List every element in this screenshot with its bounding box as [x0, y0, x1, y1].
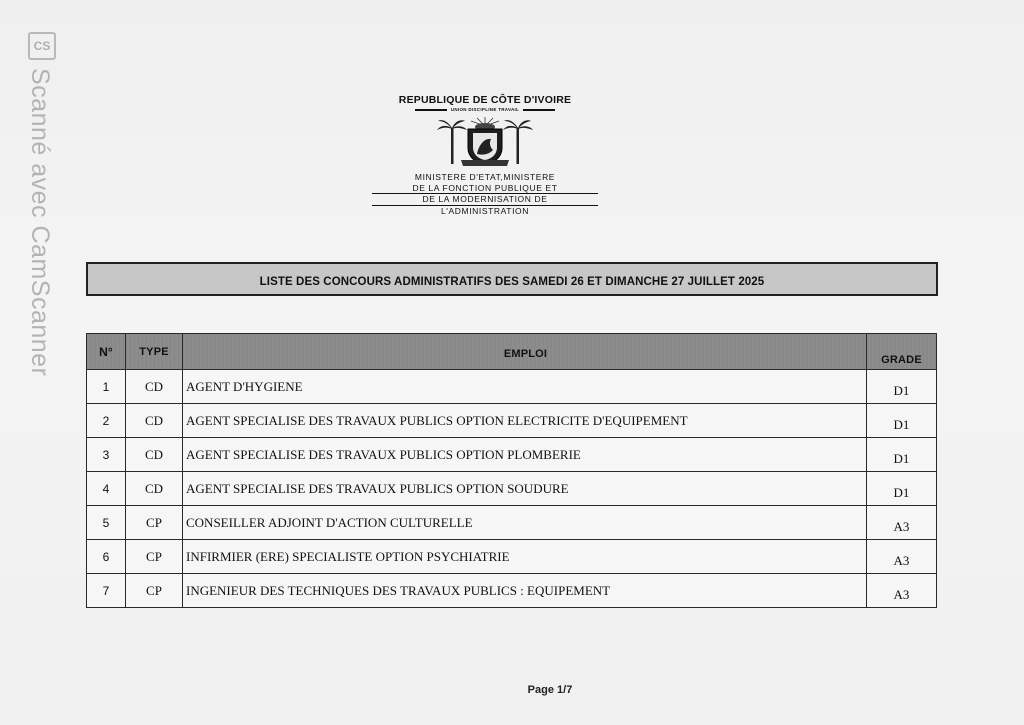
cell-type: CD [126, 438, 183, 472]
table-header-row [87, 334, 937, 370]
column-header-grade: GRADE [867, 334, 937, 370]
table-row [87, 540, 937, 574]
column-header-number: N° [87, 334, 126, 370]
document-title-bar [86, 262, 938, 296]
coat-of-arms-icon [435, 116, 535, 168]
cell-grade: A3 [867, 506, 937, 540]
cell-emploi: AGENT SPECIALISE DES TRAVAUX PUBLICS OPTION SOUDURE [183, 472, 867, 506]
camscanner-watermark: Scanné avec CamScanner [26, 68, 54, 377]
cell-grade: D1 [867, 438, 937, 472]
column-header-type: TYPE [126, 334, 183, 370]
cell-type: CD [126, 472, 183, 506]
table-row [87, 506, 937, 540]
ministry-line: DE LA FONCTION PUBLIQUE ET [412, 182, 558, 193]
page-number: Page 1/7 [527, 684, 573, 696]
camscanner-logo-icon: CS [28, 32, 56, 60]
cell-number: 4 [87, 472, 126, 506]
cell-emploi: AGENT SPECIALISE DES TRAVAUX PUBLICS OPTION PLOMBERIE [183, 438, 867, 472]
cell-emploi: CONSEILLER ADJOINT D'ACTION CULTURELLE [183, 506, 867, 540]
cell-number: 1 [87, 370, 126, 404]
cell-type: CP [126, 574, 183, 608]
cell-emploi: AGENT SPECIALISE DES TRAVAUX PUBLICS OPTION ELECTRICITE D'EQUIPEMENT [183, 404, 867, 438]
column-header-emploi: EMPLOI [183, 334, 867, 370]
table-row [87, 370, 937, 404]
document-title: LISTE DES CONCOURS ADMINISTRATIFS DES SAMEDI 26 ET DIMANCHE 27 JUILLET 2025 [259, 276, 765, 288]
ministry-line: MINISTERE D'ETAT,MINISTERE [414, 172, 556, 182]
ministry-line: L'ADMINISTRATION [440, 205, 530, 216]
ministry-line: DE LA MODERNISATION DE [422, 194, 548, 204]
cell-emploi: INGENIEUR DES TECHNIQUES DES TRAVAUX PUBLICS : EQUIPEMENT [183, 574, 867, 608]
cell-grade: D1 [867, 472, 937, 506]
cell-emploi: INFIRMIER (ERE) SPECIALISTE OPTION PSYCHIATRIE [183, 540, 867, 574]
cell-type: CP [126, 540, 183, 574]
document-header [360, 94, 610, 216]
cell-type: CP [126, 506, 183, 540]
table-row [87, 574, 937, 608]
cell-number: 7 [87, 574, 126, 608]
cell-grade: D1 [867, 370, 937, 404]
motto-line [360, 107, 610, 112]
national-motto: UNION DISCIPLINE TRAVAIL [450, 107, 520, 112]
cell-type: CD [126, 404, 183, 438]
table-row [87, 438, 937, 472]
cell-number: 3 [87, 438, 126, 472]
cell-number: 6 [87, 540, 126, 574]
cell-grade: A3 [867, 540, 937, 574]
table-row [87, 472, 937, 506]
ministry-block [360, 172, 610, 216]
cell-type: CD [126, 370, 183, 404]
exam-list-table [86, 333, 937, 608]
country-name: REPUBLIQUE DE CÔTE D'IVOIRE [398, 94, 572, 106]
cell-grade: A3 [867, 574, 937, 608]
table-row [87, 404, 937, 438]
cell-grade: D1 [867, 404, 937, 438]
cell-emploi: AGENT D'HYGIENE [183, 370, 867, 404]
cell-number: 2 [87, 404, 126, 438]
cell-number: 5 [87, 506, 126, 540]
